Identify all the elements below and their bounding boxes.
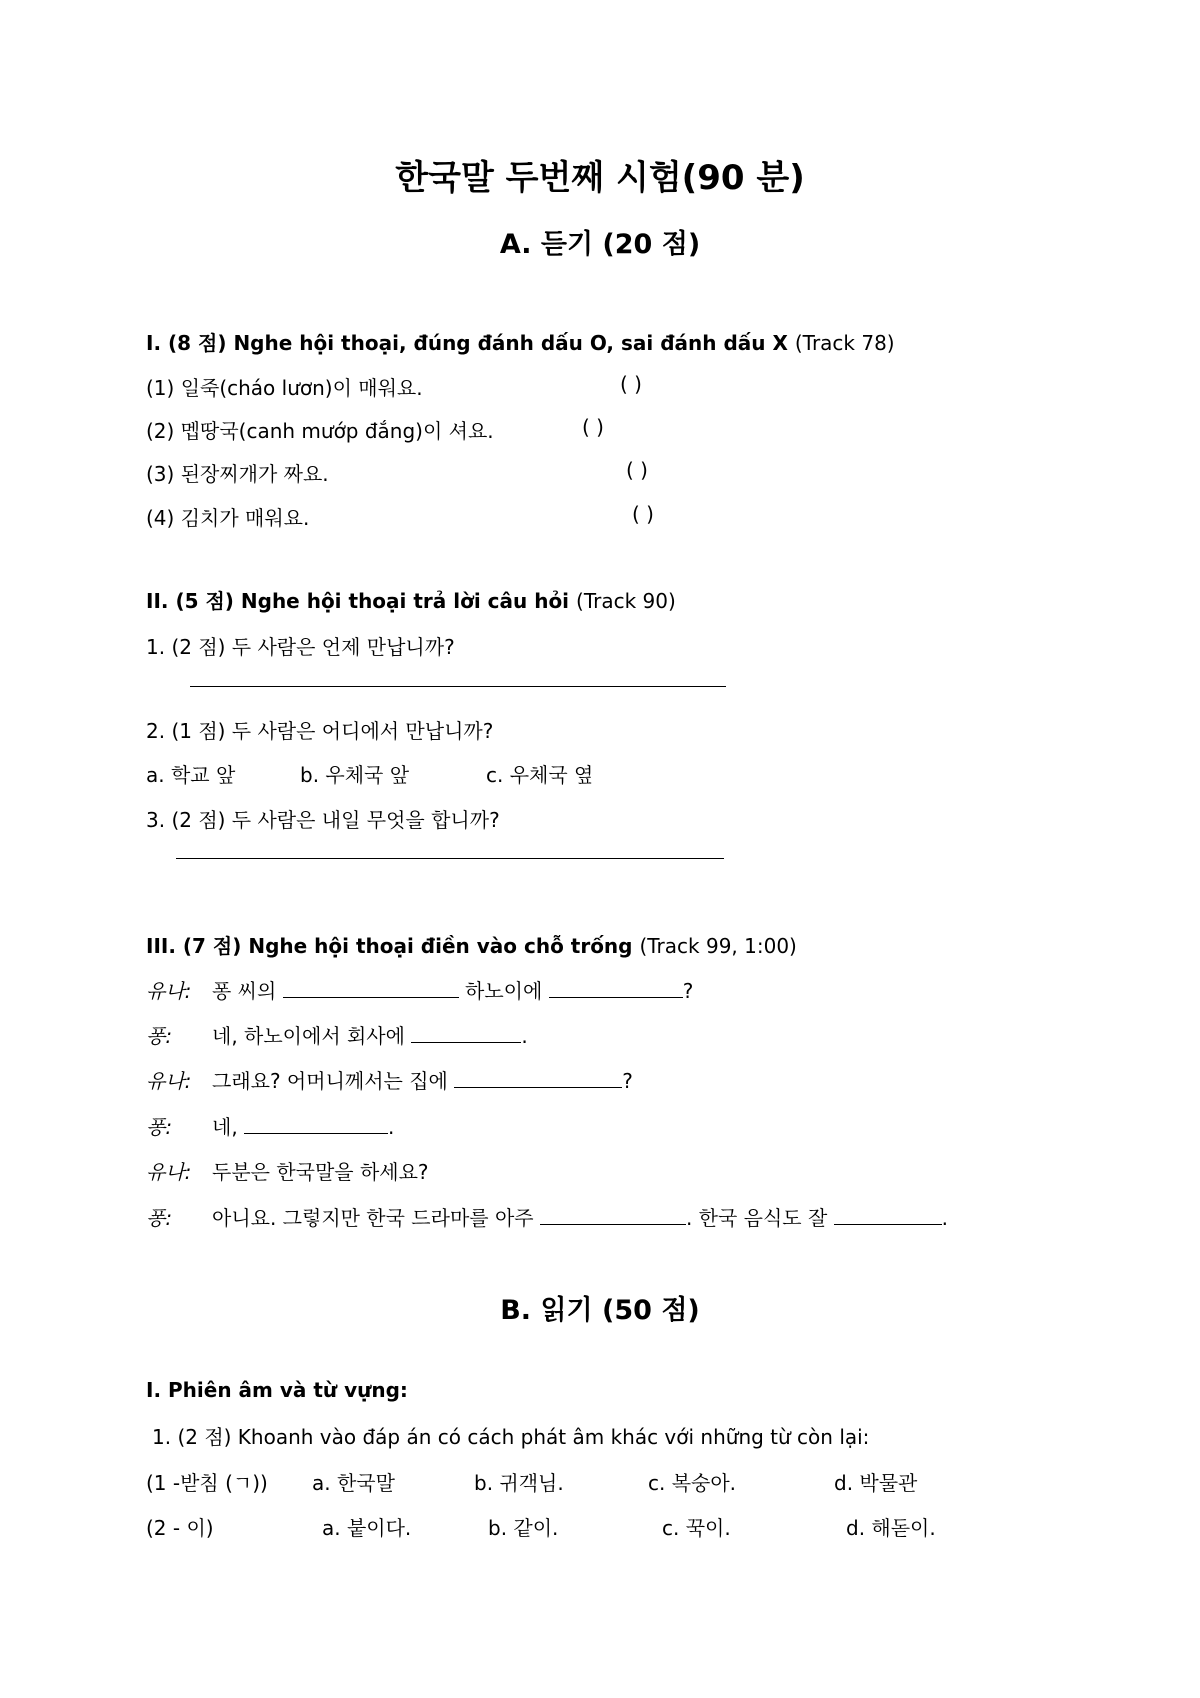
page-title: 한국말 두번째 시험(90 분) xyxy=(395,158,805,198)
part3-heading xyxy=(146,930,797,959)
section-b-question-1: 1. (2 점) Khoanh vào đáp án có cách phát âm khác với những từ còn lại: xyxy=(152,1425,870,1449)
option-b[interactable]: b. 귀객님. xyxy=(474,1471,564,1495)
option-a[interactable]: a. 붙이다. xyxy=(322,1516,412,1540)
q2-option-c[interactable]: c. 우체국 옆 xyxy=(486,763,594,787)
fill-blank[interactable] xyxy=(454,1069,622,1088)
dialogue-text: . 한국 음식도 잘 xyxy=(685,1206,828,1230)
part2-heading-text: II. (5 점) Nghe hội thoại trả lời câu hỏi xyxy=(146,589,570,613)
speaker-label: 유나: xyxy=(146,979,192,1003)
question-2-options xyxy=(146,759,593,788)
q2-option-a[interactable]: a. 학교 앞 xyxy=(146,763,236,787)
part1-heading xyxy=(146,327,895,356)
dialogue-text: . xyxy=(941,1206,949,1230)
speaker-label: 유나: xyxy=(146,1069,192,1093)
tf-item-4: (4) 김치가 매워요. xyxy=(146,506,310,530)
q2-option-b[interactable]: b. 우체국 앞 xyxy=(300,763,410,787)
tf-answer-box-3[interactable]: ( ) xyxy=(626,458,648,482)
dialogue-line-3 xyxy=(146,1065,633,1094)
answer-line-1[interactable] xyxy=(190,686,726,687)
section-a-heading: A. 듣기 (20 점) xyxy=(499,229,701,260)
dialogue-text: 퐁 씨의 xyxy=(212,979,277,1003)
dialogue-text: 그래요? 어머니께서는 집에 xyxy=(212,1069,448,1093)
question-3: 3. (2 점) 두 사람은 내일 무엇을 합니까? xyxy=(146,808,500,832)
tf-item-1: (1) 일죽(cháo lươn)이 매워요. xyxy=(146,376,423,400)
row-label: (2 - 이) xyxy=(146,1516,214,1540)
speaker-label: 유나: xyxy=(146,1160,192,1184)
tf-answer-box-1[interactable]: ( ) xyxy=(620,372,642,396)
dialogue-line-5 xyxy=(146,1156,429,1185)
fill-blank[interactable] xyxy=(540,1206,686,1225)
fill-blank[interactable] xyxy=(549,979,683,998)
dialogue-text: 네, xyxy=(212,1115,238,1139)
dialogue-line-4 xyxy=(146,1111,394,1140)
row-label: (1 -받침 (ㄱ)) xyxy=(146,1471,268,1495)
speaker-label: 퐁: xyxy=(146,1206,173,1230)
option-c[interactable]: c. 복숭아. xyxy=(648,1471,737,1495)
dialogue-text: ? xyxy=(622,1069,633,1093)
section-b-part1-heading: I. Phiên âm và từ vựng: xyxy=(146,1378,408,1402)
dialogue-text: 아니요. 그렇지만 한국 드라마를 아주 xyxy=(212,1206,534,1230)
speaker-label: 퐁: xyxy=(146,1115,173,1139)
part2-heading xyxy=(146,585,676,614)
option-a[interactable]: a. 한국말 xyxy=(312,1471,395,1495)
part3-heading-text: III. (7 점) Nghe hội thoại điền vào chỗ trống xyxy=(146,934,633,958)
dialogue-line-6 xyxy=(146,1202,948,1231)
dialogue-line-1 xyxy=(146,975,693,1004)
fill-blank[interactable] xyxy=(411,1024,521,1043)
part1-track: (Track 78) xyxy=(794,331,895,355)
dialogue-line-2 xyxy=(146,1020,528,1049)
tf-answer-box-4[interactable]: ( ) xyxy=(632,502,654,526)
dialogue-text: ? xyxy=(682,979,694,1003)
dialogue-text: 두분은 한국말을 하세요? xyxy=(212,1160,429,1184)
tf-item-3: (3) 된장찌개가 짜요. xyxy=(146,462,329,486)
question-1: 1. (2 점) 두 사람은 언제 만납니까? xyxy=(146,635,455,659)
option-d[interactable]: d. 박물관 xyxy=(834,1471,918,1495)
part1-heading-text: I. (8 점) Nghe hội thoại, đúng đánh dấu O, sai đánh dấu X xyxy=(146,331,788,355)
fill-blank[interactable] xyxy=(244,1115,388,1134)
answer-line-3[interactable] xyxy=(176,858,724,859)
tf-answer-box-2[interactable]: ( ) xyxy=(582,415,604,439)
part3-track: (Track 99, 1:00) xyxy=(639,934,797,958)
section-b-heading: B. 읽기 (50 점) xyxy=(500,1295,700,1326)
dialogue-text: . xyxy=(388,1115,395,1139)
option-c[interactable]: c. 꾹이. xyxy=(662,1516,731,1540)
option-d[interactable]: d. 해돋이. xyxy=(846,1516,936,1540)
dialogue-text: 하노이에 xyxy=(465,979,543,1003)
dialogue-text: 네, 하노이에서 회사에 xyxy=(212,1024,405,1048)
fill-blank[interactable] xyxy=(283,979,459,998)
speaker-label: 퐁: xyxy=(146,1024,173,1048)
dialogue-text: . xyxy=(521,1024,528,1048)
option-b[interactable]: b. 같이. xyxy=(488,1516,559,1540)
question-2: 2. (1 점) 두 사람은 어디에서 만납니까? xyxy=(146,719,494,743)
pronunciation-row-1 xyxy=(146,1467,917,1496)
fill-blank[interactable] xyxy=(834,1206,942,1225)
tf-item-2: (2) 멥땅국(canh mướp đắng)이 셔요. xyxy=(146,419,494,443)
part2-track: (Track 90) xyxy=(576,589,676,613)
pronunciation-row-2 xyxy=(146,1512,936,1541)
